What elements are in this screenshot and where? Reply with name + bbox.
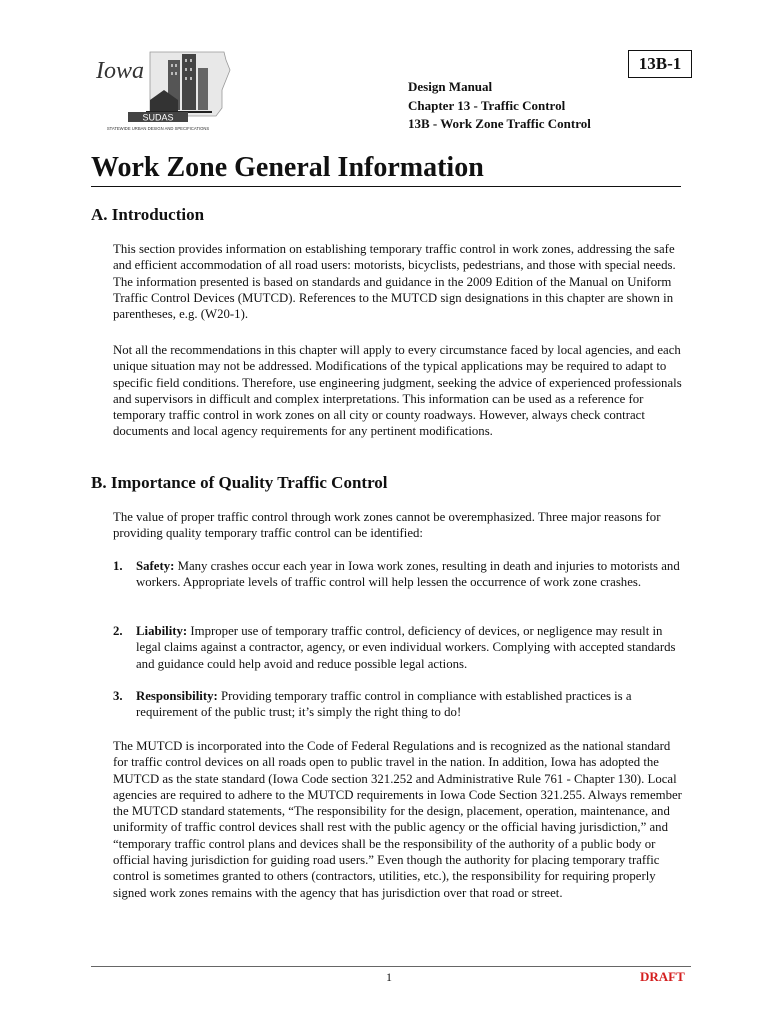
logo-name: SUDAS bbox=[142, 112, 174, 123]
list-number: 1. bbox=[113, 559, 123, 573]
list-label: Liability: bbox=[136, 624, 188, 638]
section-b-closing: The MUTCD is incorporated into the Code of Federal Regulations and is recognized as the national standard for traffic control devices on all roads open to public travel in the nation. In addition, Iowa has adopted the MUTCD as the state standard (Iowa Code section 321.252 and Administrative Rule 761 - Chapter 130). Local agencies are required to adhere to the MUTCD requirements in Iowa Code Section 321.255. Always remember the MUTCD standard statements, “The responsibility for the design, placement, operation, maintenance, and uniformity of traffic control devices shall rest with the public agency or the official having jurisdiction,” and “temporary traffic control plans and devices shall be the responsibility of the authority of a public body or official having jurisdiction for guiding road users.” Even though the authority for placing temporary traffic control is sometimes granted to others (contractors, utilities, etc.), the responsibility for requiring properly signed work zones remains with the agency that has jurisdiction over that road or street. bbox=[113, 739, 682, 900]
page-id: 13B-1 bbox=[638, 54, 682, 73]
section-b-heading: B. Importance of Quality Traffic Control bbox=[91, 473, 388, 492]
page-number: 1 bbox=[386, 970, 392, 984]
list-number: 3. bbox=[113, 689, 123, 703]
draft-label: DRAFT bbox=[640, 969, 685, 984]
page-title: Work Zone General Information bbox=[91, 152, 484, 183]
section-a-paragraph-2: Not all the recommendations in this chapter will apply to every circumstance faced by local agencies, and each unique situation may not be addressed. Modifications of the typical applications may be required to adapt to specific field conditions. Therefore, use engineering judgment, seeking the advice of experienced professionals and supervisors in difficult and complex interpretations. This information can be used as a reference for temporary traffic control in work zones on all city or county roadways. However, always check contract documents and local agency requirements for any pertinent modifications. bbox=[113, 343, 682, 439]
section-a-heading: A. Introduction bbox=[91, 205, 205, 224]
document-header bbox=[408, 78, 591, 134]
title-rule bbox=[91, 186, 681, 187]
list-item-liability bbox=[113, 623, 685, 672]
logo-word: Iowa bbox=[96, 58, 144, 84]
list-number: 2. bbox=[113, 624, 123, 638]
footer-rule bbox=[91, 966, 691, 967]
header-chapter: Chapter 13 - Traffic Control bbox=[408, 97, 566, 113]
list-item-responsibility bbox=[113, 688, 685, 721]
iowa-sudas-logo bbox=[92, 50, 232, 134]
list-text: Providing temporary traffic control in compliance with established practices is a requirement of the public trust; it’s simply the right thing to do! bbox=[136, 689, 632, 720]
list-item-safety bbox=[113, 558, 685, 591]
page-id-box bbox=[628, 50, 692, 78]
logo-tagline: STATEWIDE URBAN DESIGN AND SPECIFICATIONS bbox=[106, 126, 210, 131]
list-text: Many crashes occur each year in Iowa work zones, resulting in death and injuries to motorists and workers. Appropriate levels of traffic control will help lessen the occurrence of work zone crashes. bbox=[136, 559, 680, 590]
list-text: Improper use of temporary traffic control, deficiency of devices, or negligence may result in legal claims against a contractor, agency, or even individual workers. Complying with accepted standards and guidance could help avoid and reduce possible legal actions. bbox=[136, 624, 676, 671]
list-label: Responsibility: bbox=[136, 689, 218, 703]
header-manual: Design Manual bbox=[408, 79, 493, 94]
list-label: Safety: bbox=[136, 559, 175, 573]
section-a-paragraph-1: This section provides information on establishing temporary traffic control in work zones, addressing the safe and efficient accommodation of all road users: motorists, bicyclists, pedestrians, and those with special needs. The information presented is based on standards and guidance in the 2009 Edition of the Manual on Uniform Traffic Control Devices (MUTCD). References to the MUTCD sign designations in this chapter are shown in parentheses, e.g. (W20-1). bbox=[113, 242, 676, 322]
header-section: 13B - Work Zone Traffic Control bbox=[408, 116, 591, 131]
section-b-intro: The value of proper traffic control through work zones cannot be overemphasized. Three major reasons for providing quality temporary traffic control can be identified: bbox=[113, 510, 661, 541]
